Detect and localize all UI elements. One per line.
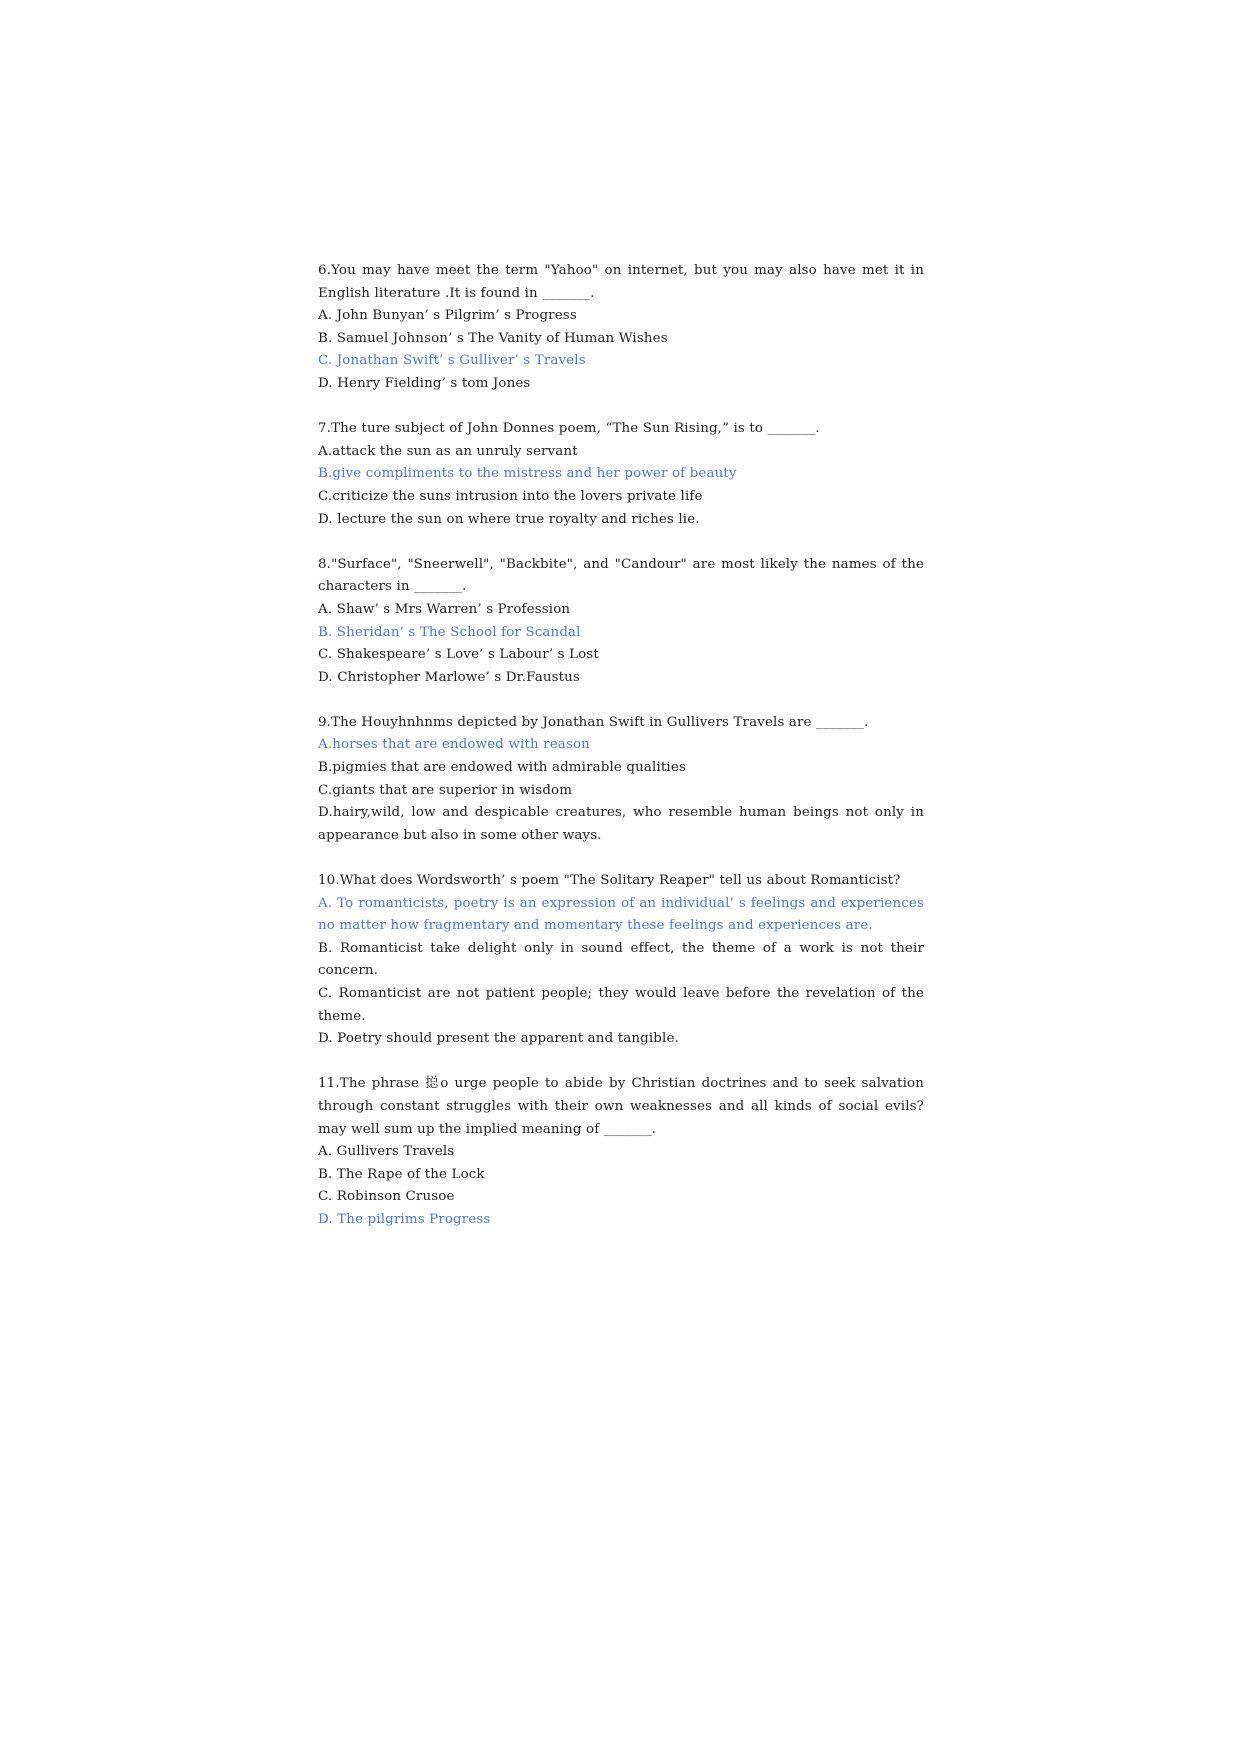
question-text: 10.What does Wordsworth’ s poem "The Solitary Reaper" tell us about Romanticist? [318, 873, 901, 889]
question-11 [318, 1073, 924, 1231]
option-b: B. Romanticist take delight only in sound effect, the theme of a work is not their concern. [318, 940, 924, 979]
option-d: D. lecture the sun on where true royalty and riches lie. [318, 511, 700, 527]
option-d: D. Poetry should present the apparent and tangible. [318, 1031, 679, 1047]
question-text: 7.The ture subject of John Donnes poem, “The Sun Rising,” is to _______. [318, 421, 820, 437]
question-text: 11.The phrase 搃o urge people to abide by Christian doctrines and to seek salvation through constant struggles with their own weaknesses and all kinds of social evils?may well sum up the implied meaning of _______. [318, 1076, 924, 1137]
option-d: D. Christopher Marlowe’ s Dr.Faustus [318, 669, 580, 685]
option-c: C. Robinson Crusoe [318, 1189, 455, 1205]
option-b-answer: B.give compliments to the mistress and her power of beauty [318, 466, 737, 482]
option-a: A. Shaw’ s Mrs Warren’ s Profession [318, 601, 571, 617]
option-d: D.hairy,wild, low and despicable creatures, who resemble human beings not only in appearance but also in some other ways. [318, 805, 924, 843]
option-c: C. Shakespeare’ s Love’ s Labour’ s Lost [318, 647, 599, 663]
option-b: B.pigmies that are endowed with admirable qualities [318, 760, 686, 776]
option-a: A.attack the sun as an unruly servant [318, 443, 578, 459]
option-c: C.giants that are superior in wisdom [318, 782, 573, 798]
option-a-answer: A. To romanticists, poetry is an expression of an individual’ s feelings and experiences no matter how fragmentary and momentary these feelings and experiences are. [318, 895, 924, 934]
option-a: A. John Bunyan’ s Pilgrim’ s Progress [318, 308, 577, 324]
option-d: D. Henry Fielding’ s tom Jones [318, 375, 531, 391]
option-b-answer: B. Sheridan’ s The School for Scandal [318, 624, 581, 640]
question-10 [318, 870, 924, 1051]
question-text: 8."Surface", "Sneerwell", "Backbite", and "Candour" are most likely the names of the characters in _______. [318, 556, 924, 595]
option-c: C.criticize the suns intrusion into the lovers private life [318, 488, 703, 504]
option-a: A. Gullivers Travels [318, 1144, 455, 1160]
question-6 [318, 260, 924, 396]
question-text: 9.The Houyhnhnms depicted by Jonathan Swift in Gullivers Travels are _______. [318, 714, 869, 730]
option-c-answer: C. Jonathan Swift’ s Gulliver’ s Travels [318, 353, 586, 369]
question-9 [318, 712, 924, 848]
question-7 [318, 418, 924, 531]
option-d-answer: D. The pilgrims Progress [318, 1211, 491, 1227]
option-a-answer: A.horses that are endowed with reason [318, 737, 590, 753]
option-b: B. The Rape of the Lock [318, 1166, 485, 1182]
option-b: B. Samuel Johnson’ s The Vanity of Human Wishes [318, 330, 668, 346]
question-8 [318, 554, 924, 690]
question-list [318, 260, 924, 1254]
question-text: 6.You may have meet the term "Yahoo" on internet, but you may also have met it in English literature .It is found in _______. [318, 263, 924, 301]
option-c: C. Romanticist are not patient people; they would leave before the revelation of the theme. [318, 986, 924, 1024]
